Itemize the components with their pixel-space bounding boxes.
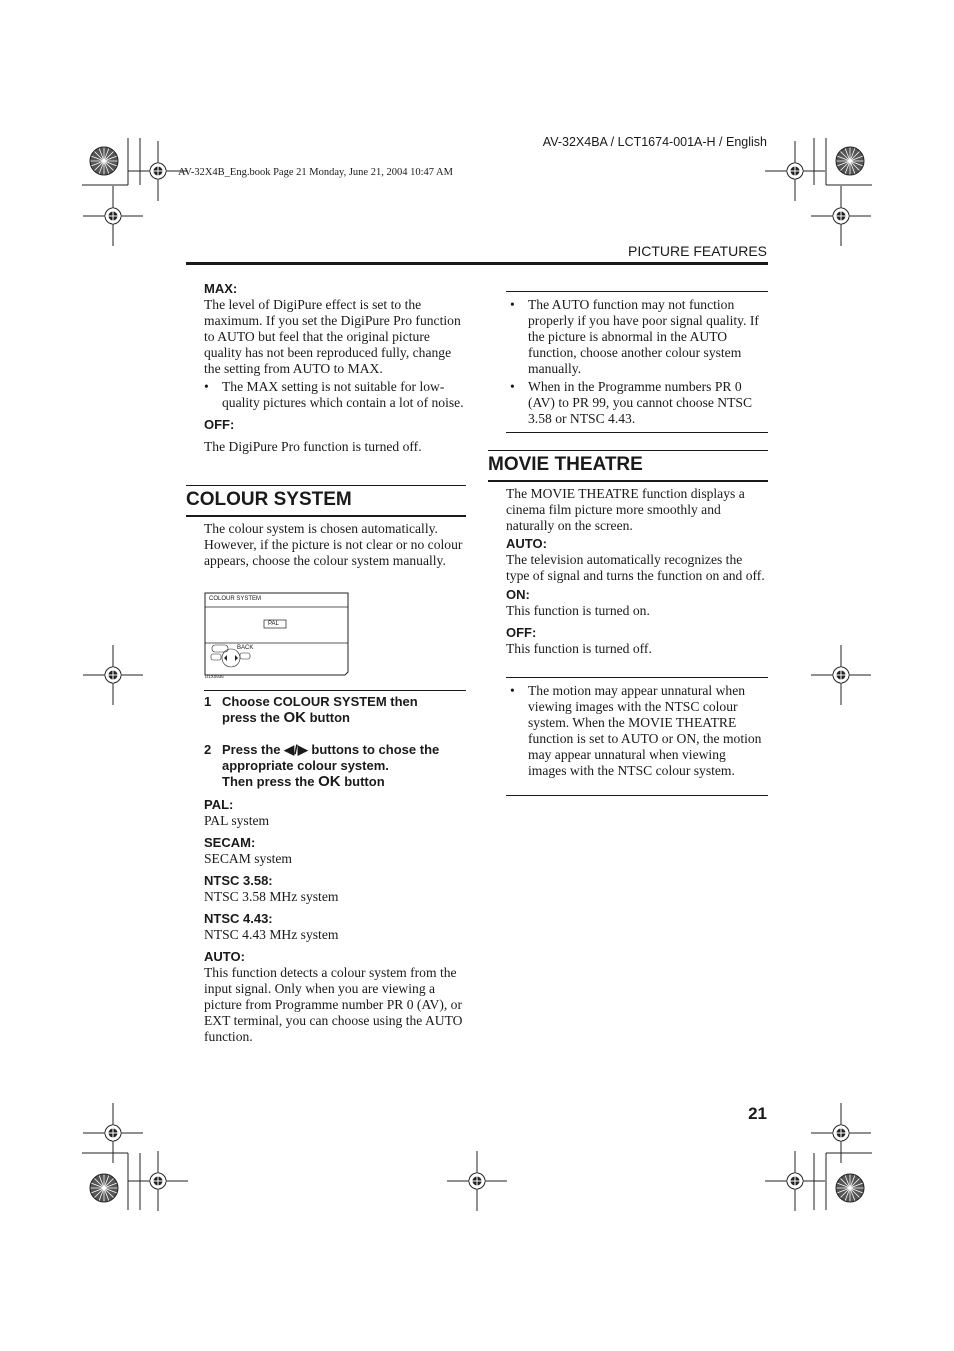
screen-code: D1X0936 xyxy=(205,674,224,679)
header-rule xyxy=(186,262,768,265)
note-top-rule xyxy=(506,291,768,292)
colour-system-heading: COLOUR SYSTEM xyxy=(186,489,352,510)
movie-on-text: This function is turned on. xyxy=(506,603,650,618)
movie-auto-label: AUTO: xyxy=(506,536,547,551)
off-label: OFF: xyxy=(204,417,235,432)
steps-rule xyxy=(204,690,466,691)
movie-on-label: ON: xyxy=(506,587,530,602)
movie-off-text: This function is turned off. xyxy=(506,641,652,656)
ok-button-icon: OK xyxy=(318,773,341,790)
step-1: 1 Choose COLOUR SYSTEM then press the OK button xyxy=(204,694,418,726)
note-bullet: • The motion may appear unnatural when viewing images with the NTSC colour system. When the MOVIE THEATRE function is set to AUTO or ON, the motion may appear unnatural when viewing images with the NTSC colour system. xyxy=(510,683,762,778)
movie-theatre-heading: MOVIE THEATRE xyxy=(488,454,643,475)
section-title: PICTURE FEATURES xyxy=(628,243,767,259)
note-bullet: • When in the Programme numbers PR 0 (AV) to PR 99, you cannot choose NTSC 3.58 or NTSC 4.43. xyxy=(510,379,753,426)
note-bullet: • The AUTO function may not function properly if you have poor signal quality. If the picture is abnormal in the AUTO function, choose another colour system manually. xyxy=(510,297,759,376)
option-pal: PAL: PAL system xyxy=(204,797,270,828)
colour-options xyxy=(204,797,466,1045)
note-bottom-rule xyxy=(506,432,768,433)
movie-note xyxy=(506,683,766,779)
max-text: The level of DigiPure effect is set to the maximum. If you set the DigiPure Pro function to AUTO but feel that the original picture quality has not been reproduced fully, change the setting from AUTO to MAX. xyxy=(204,297,461,376)
option-secam: SECAM: SECAM system xyxy=(204,835,292,866)
screen-back-label: BACK xyxy=(237,645,254,651)
movie-intro: The MOVIE THEATRE function displays a cinema film picture more smoothly and naturally on the screen. xyxy=(506,486,745,533)
left-column xyxy=(204,281,466,455)
document-id: AV-32X4BA / LCT1674-001A-H / English xyxy=(542,135,767,149)
option-ntsc-358: NTSC 3.58: NTSC 3.58 MHz system xyxy=(204,873,339,904)
movie-off-label: OFF: xyxy=(506,625,537,640)
left-right-arrows-icon: ◀/▶ xyxy=(284,742,308,757)
off-text: The DigiPure Pro function is turned off. xyxy=(204,439,422,454)
option-ntsc-443: NTSC 4.43: NTSC 4.43 MHz system xyxy=(204,911,339,942)
colour-system-underline xyxy=(186,515,466,517)
colour-notes xyxy=(506,297,766,427)
ok-button-icon: OK xyxy=(283,709,306,726)
step-2: 2 Press the ◀/▶ buttons to chose the appropriate colour system. Then press the OK button xyxy=(204,742,440,790)
page-number: 21 xyxy=(748,1104,767,1123)
max-bullet: • The MAX setting is not suitable for low-quality pictures which contain a lot of noise. xyxy=(204,379,464,410)
screen-title: COLOUR SYSTEM xyxy=(209,596,262,602)
movie-note-bottom-rule xyxy=(506,795,768,796)
book-info-line: AV-32X4B_Eng.book Page 21 Monday, June 21, 2004 10:47 AM xyxy=(178,167,453,178)
colour-system-rule xyxy=(186,485,466,486)
colour-system-intro: The colour system is chosen automatically. However, if the picture is not clear or no colour appears, choose the colour system manually. xyxy=(204,521,463,568)
screen-value: PAL xyxy=(268,621,279,627)
movie-note-top-rule xyxy=(506,677,768,678)
movie-theatre-body xyxy=(506,486,768,657)
movie-auto-text: The television automatically recognizes the type of signal and turns the function on and off. xyxy=(506,552,765,583)
max-label: MAX: xyxy=(204,281,238,296)
movie-theatre-rule xyxy=(488,450,768,451)
screen-frame xyxy=(204,592,350,682)
colour-system-screen xyxy=(204,592,350,678)
option-auto: AUTO: This function detects a colour system from the input signal. Only when you are viewing a picture from Programme number PR 0 (AV), or EXT terminal, you can choose using the AUTO function. xyxy=(204,949,463,1044)
movie-theatre-underline xyxy=(488,480,768,482)
